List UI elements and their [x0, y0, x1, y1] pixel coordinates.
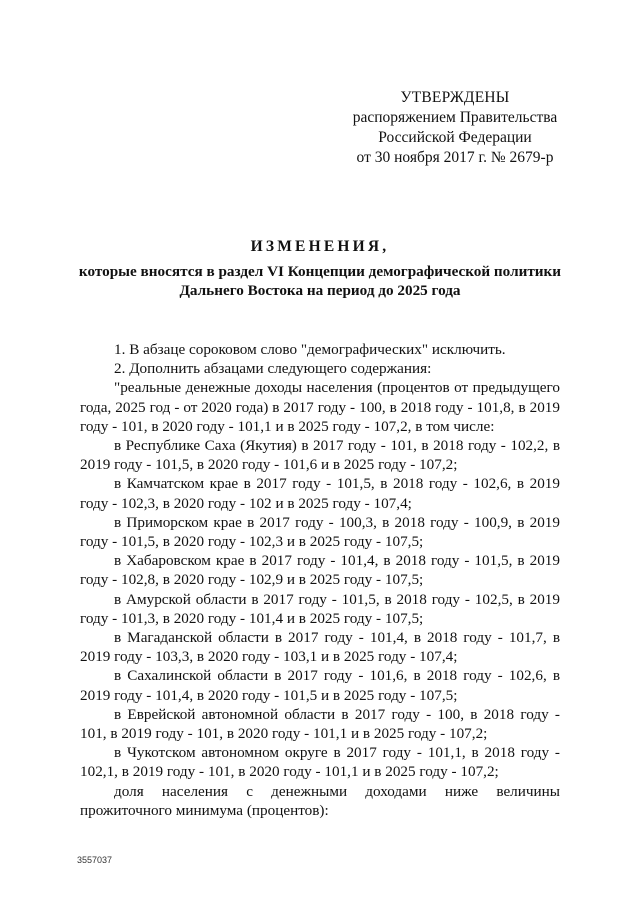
approval-heading: УТВЕРЖДЕНЫ [400, 89, 510, 106]
paragraph-magadan: в Магаданской области в 2017 году - 101,4, в 2018 году - 101,7, в 2019 году - 103,3, в 2020 году - 103,1 и в 2025 году - 107,4; [80, 629, 560, 666]
footer-document-code: 3557037 [77, 855, 113, 865]
paragraph-jewish-ao: в Еврейской автономной области в 2017 году - 100, в 2018 году - 101, в 2019 году - 101, в 2020 году - 101,1 и в 2025 году - 107,2; [80, 705, 560, 743]
document-title: ИЗМЕНЕНИЯ, [250, 238, 390, 255]
document-subtitle [60, 262, 580, 300]
approval-line-1: распоряжением Правительства [352, 109, 558, 126]
approval-stamp [330, 88, 580, 168]
paragraph-kamchatka: в Камчатском крае в 2017 году - 101,5, в 2018 году - 102,6, в 2019 году - 102,3, в 2020 году - 102 и в 2025 году - 107,4; [80, 475, 560, 512]
paragraph-item-2: 2. Дополнить абзацами следующего содержания: [114, 360, 432, 378]
document-body [80, 340, 560, 820]
paragraph-poverty-share: доля населения с денежными доходами ниже величины прожиточного минимума (процентов): [80, 782, 560, 819]
paragraph-amur: в Амурской области в 2017 году - 101,5, в 2018 году - 102,5, в 2019 году - 101,3, в 2020 году - 101,4 и в 2025 году - 107,5; [80, 590, 560, 627]
paragraph-chukotka: в Чукотском автономном округе в 2017 году - 101,1, в 2018 году - 102,1, в 2019 году - 101, в 2020 году - 101,1 и в 2025 году - 107,2; [80, 744, 560, 781]
paragraph-item-1: 1. В абзаце сороковом слово "демографических" исключить. [114, 341, 506, 358]
subtitle-line-1: которые вносятся в раздел VI Концепции демографической политики [78, 263, 562, 280]
paragraph-khabarovsk: в Хабаровском крае в 2017 году - 101,4, в 2018 году - 101,5, в 2019 году - 102,8, в 2020 году - 102,9 и в 2025 году - 107,5; [80, 552, 560, 589]
paragraph-sakha: в Республике Саха (Якутия) в 2017 году - 101, в 2018 году - 102,2, в 2019 году - 101,5, в 2020 году - 101,6 и в 2025 году - 107,2; [80, 437, 560, 474]
paragraph-income-total: "реальные денежные доходы населения (процентов от предыдущего года, 2025 год - от 2020 года) в 2017 году - 100, в 2018 году - 101,8, в 2019 году - 101, в 2020 году - 101,1 и в 2025 году - 107,2, в том числе: [80, 379, 560, 435]
approval-line-2: Российской Федерации [378, 129, 532, 146]
paragraph-sakhalin: в Сахалинской области в 2017 году - 101,6, в 2018 году - 102,6, в 2019 году - 101,4, в 2020 году - 101,5 и в 2025 году - 107,5; [80, 667, 560, 704]
paragraph-primorsky: в Приморском крае в 2017 году - 100,3, в 2018 году - 100,9, в 2019 году - 101,5, в 2020 году - 102,3 и в 2025 году - 107,5; [80, 513, 560, 551]
approval-line-3: от 30 ноября 2017 г. № 2679-р [356, 149, 554, 166]
subtitle-line-2: Дальнего Востока на период до 2025 года [179, 282, 461, 299]
